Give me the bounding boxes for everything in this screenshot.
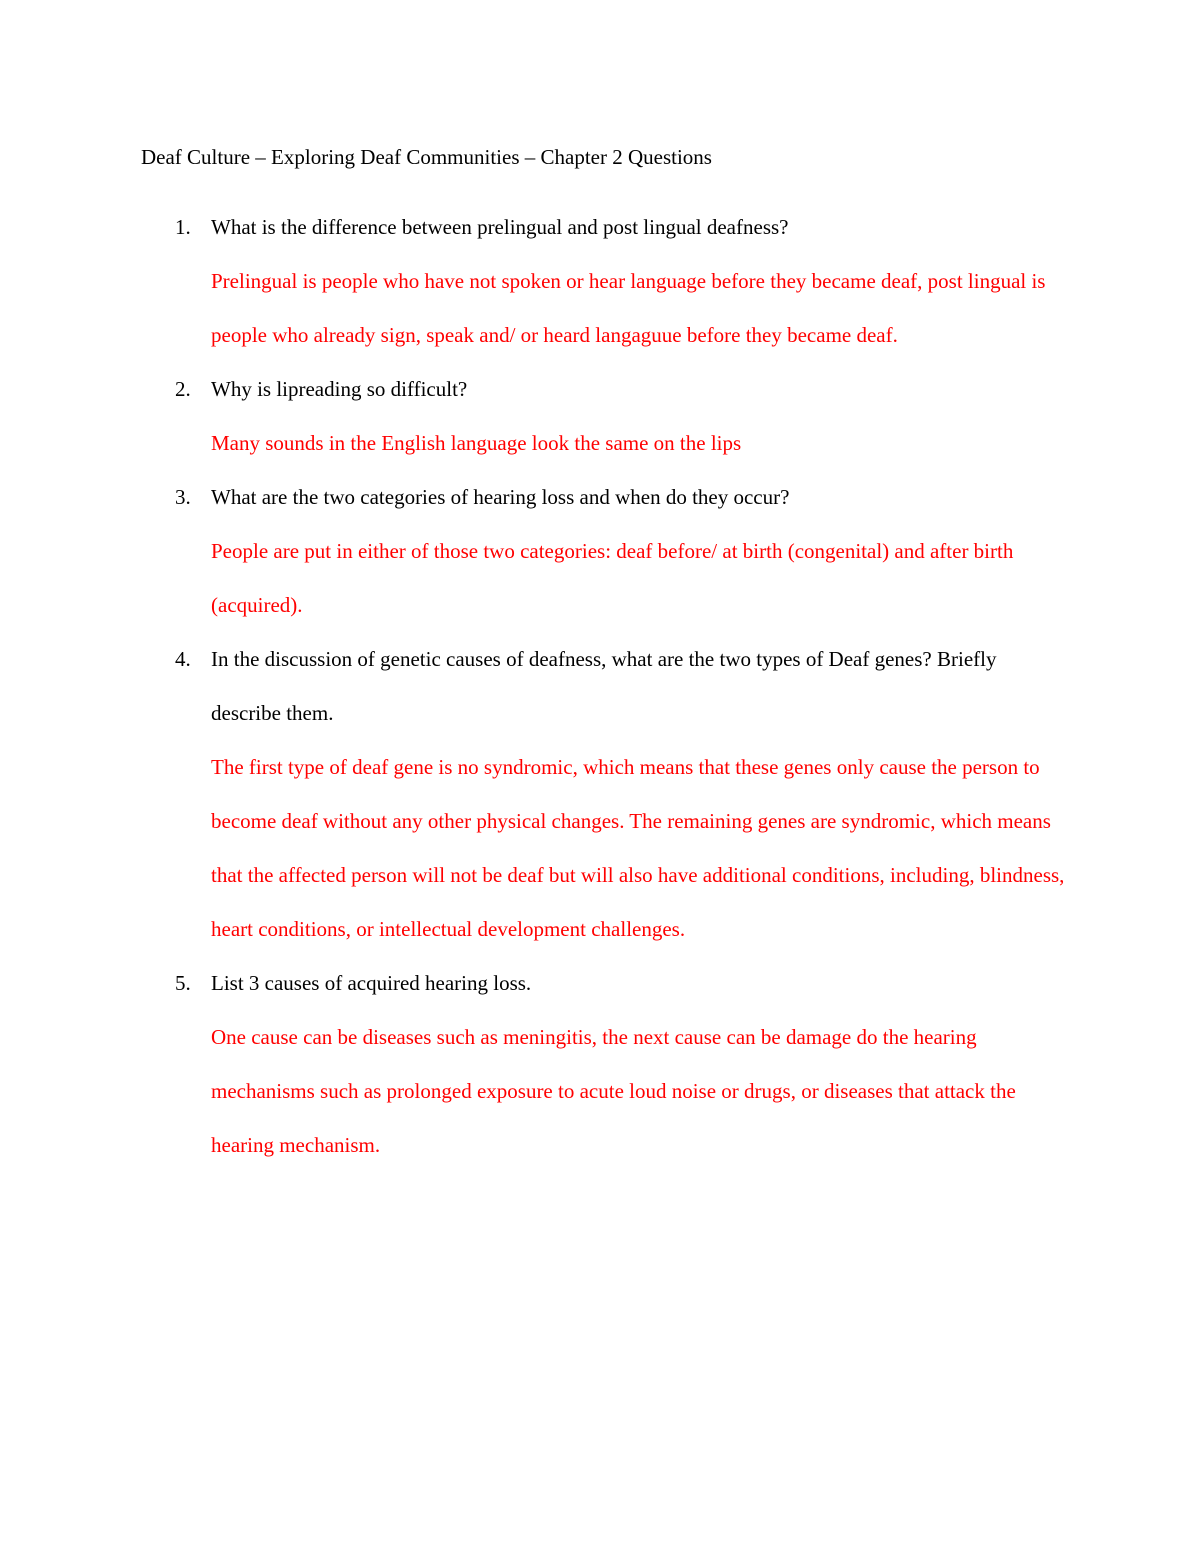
answer-text: Prelingual is people who have not spoken or hear language before they became deaf, post lingual is people who already sign, speak and/ or heard langaguue before they became deaf.: [211, 269, 1046, 347]
question-text: Why is lipreading so difficult?: [211, 377, 468, 401]
question-item: [0, 470, 1200, 632]
question-number: 4.: [175, 647, 191, 671]
question-item: [0, 362, 1200, 470]
question-text: In the discussion of genetic causes of deafness, what are the two types of Deaf genes? Briefly describe them.: [211, 647, 997, 725]
question-item: [0, 200, 1200, 362]
question-number: 1.: [175, 215, 191, 239]
question-text: What is the difference between prelingual and post lingual deafness?: [211, 215, 789, 239]
question-number: 2.: [175, 377, 191, 401]
question-text: List 3 causes of acquired hearing loss.: [211, 971, 532, 995]
answer-text: One cause can be diseases such as meningitis, the next cause can be damage do the hearing mechanisms such as prolonged exposure to acute loud noise or drugs, or diseases that attack the hearing mechanism.: [211, 1025, 1016, 1157]
question-number: 3.: [175, 485, 191, 509]
question-list: [0, 200, 1200, 1172]
answer-text: The first type of deaf gene is no syndromic, which means that these genes only cause the person to become deaf without any other physical changes. The remaining genes are syndromic, which means that the affected person will not be deaf but will also have additional conditions, including, blindness, heart conditions, or intellectual development challenges.: [211, 755, 1065, 941]
question-item: [0, 632, 1200, 956]
question-item: [0, 956, 1200, 1172]
answer-text: Many sounds in the English language look the same on the lips: [211, 431, 742, 455]
question-number: 5.: [175, 971, 191, 995]
question-text: What are the two categories of hearing loss and when do they occur?: [211, 485, 790, 509]
answer-text: People are put in either of those two categories: deaf before/ at birth (congenital) and after birth (acquired).: [211, 539, 1014, 617]
document-title: Deaf Culture – Exploring Deaf Communities – Chapter 2 Questions: [141, 145, 712, 169]
